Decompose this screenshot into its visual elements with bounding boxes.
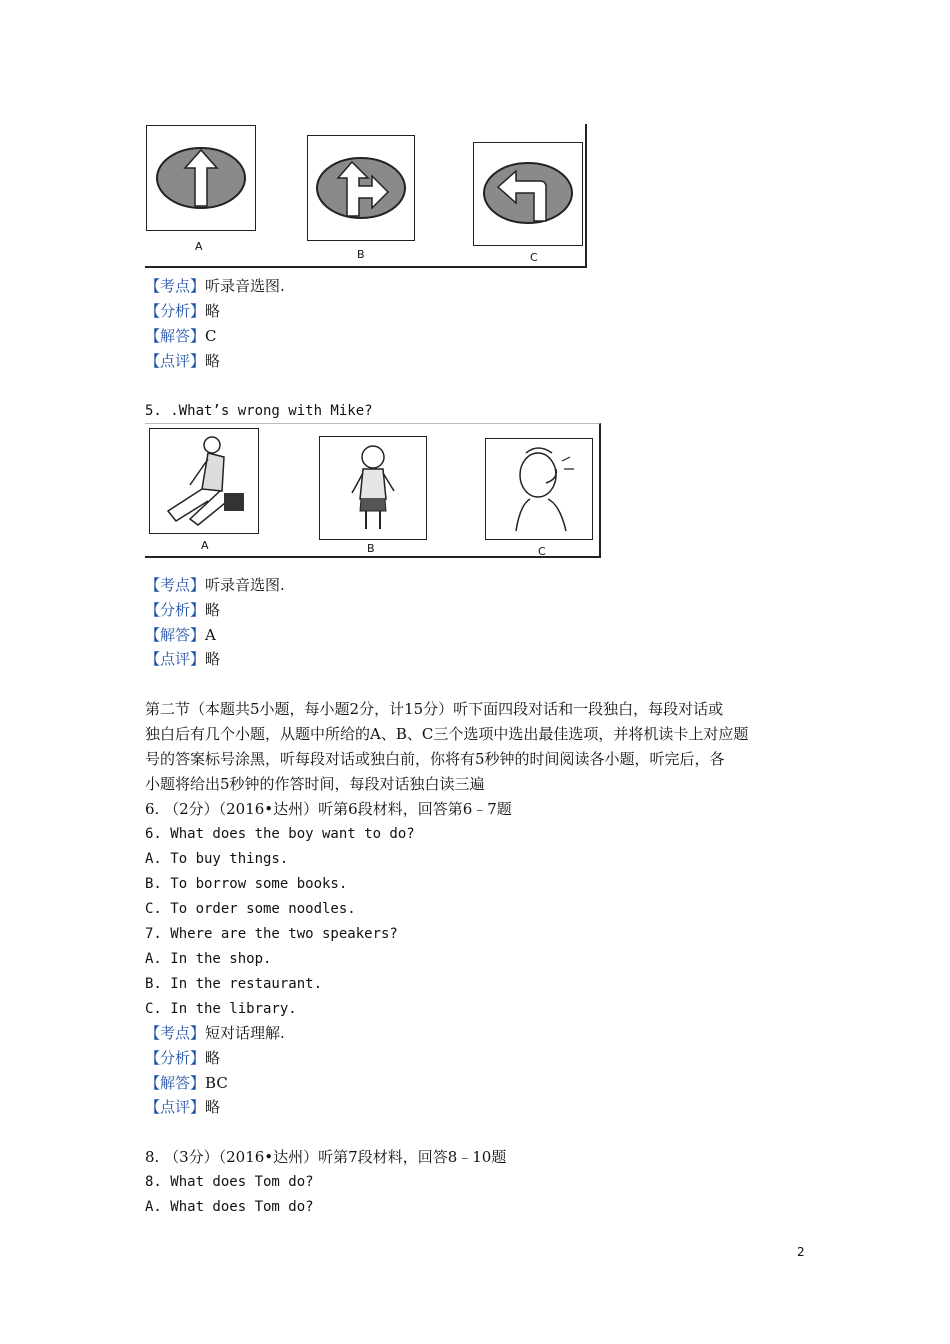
q5-fenxi: 【分析】略 [145, 601, 221, 619]
q5-kaodian: 【考点】听录音选图. [145, 576, 285, 594]
hurt-leg-person-icon [150, 429, 258, 533]
traffic-sign-figure [145, 124, 587, 268]
q4-jieda: 【解答】C [145, 327, 217, 345]
section2-line-2: 独白后有几个小题，从题中所给的A、B、C三个选项中选出最佳选项，并将机读卡上对应题 [145, 725, 749, 743]
sign-a-label: A [195, 240, 203, 253]
q5-jieda: 【解答】A [145, 626, 216, 644]
picture-b-image [319, 436, 427, 540]
q4-dianping: 【点评】略 [145, 352, 221, 370]
picture-b-label: B [367, 542, 375, 555]
sign-a-image [146, 125, 256, 231]
q5-dianping: 【点评】略 [145, 650, 221, 668]
picture-c-image [485, 438, 593, 540]
picture-a-label: A [201, 539, 209, 552]
section2-line-1: 第二节（本题共5小题，每小题2分，计15分）听下面四段对话和一段独白，每段对话或 [145, 700, 724, 718]
q6-fenxi: 【分析】略 [145, 1049, 221, 1067]
straight-arrow-sign-icon [147, 126, 255, 230]
q8-option-a: A. What does Tom do? [145, 1199, 314, 1215]
q6-option-a: A. To buy things. [145, 851, 289, 867]
q6-option-c: C. To order some noodles. [145, 901, 356, 917]
q6-dianping: 【点评】略 [145, 1098, 221, 1116]
sign-b-image [307, 135, 415, 241]
q5-question: 5. .What’s wrong with Mike? [145, 403, 373, 419]
sign-c-label: C [530, 251, 538, 264]
q7-option-c: C. In the library. [145, 1001, 297, 1017]
sign-c-image [473, 142, 583, 246]
mike-figure [145, 423, 601, 558]
toothache-person-icon [486, 439, 592, 539]
picture-a-image [149, 428, 259, 534]
left-turn-arrow-sign-icon [474, 143, 582, 245]
q4-fenxi: 【分析】略 [145, 302, 221, 320]
q7-option-a: A. In the shop. [145, 951, 272, 967]
q7-question: 7. Where are the two speakers? [145, 926, 398, 942]
q8-question: 8. What does Tom do? [145, 1174, 314, 1190]
q6-question: 6. What does the boy want to do? [145, 826, 415, 842]
q6-header: 6. （2分）（2016•达州）听第6段材料，回答第6﹣7题 [145, 800, 512, 818]
q6-option-b: B. To borrow some books. [145, 876, 348, 892]
page-number: 2 [797, 1245, 805, 1259]
q8-header: 8. （3分）（2016•达州）听第7段材料，回答8﹣10题 [145, 1148, 507, 1166]
boy-standing-icon [320, 437, 426, 539]
straight-or-right-arrow-sign-icon [308, 136, 414, 240]
sign-b-label: B [357, 248, 365, 261]
q7-option-b: B. In the restaurant. [145, 976, 323, 992]
picture-c-label: C [538, 545, 546, 558]
section2-line-4: 小题将给出5秒钟的作答时间，每段对话独白读三遍 [145, 775, 485, 793]
section2-line-3: 号的答案标号涂黑，听每段对话或独白前，你将有5秒钟的时间阅读各小题，听完后，各 [145, 750, 725, 768]
q6-kaodian: 【考点】短对话理解. [145, 1024, 285, 1042]
q6-jieda: 【解答】BC [145, 1074, 228, 1092]
q4-kaodian: 【考点】听录音选图. [145, 277, 285, 295]
